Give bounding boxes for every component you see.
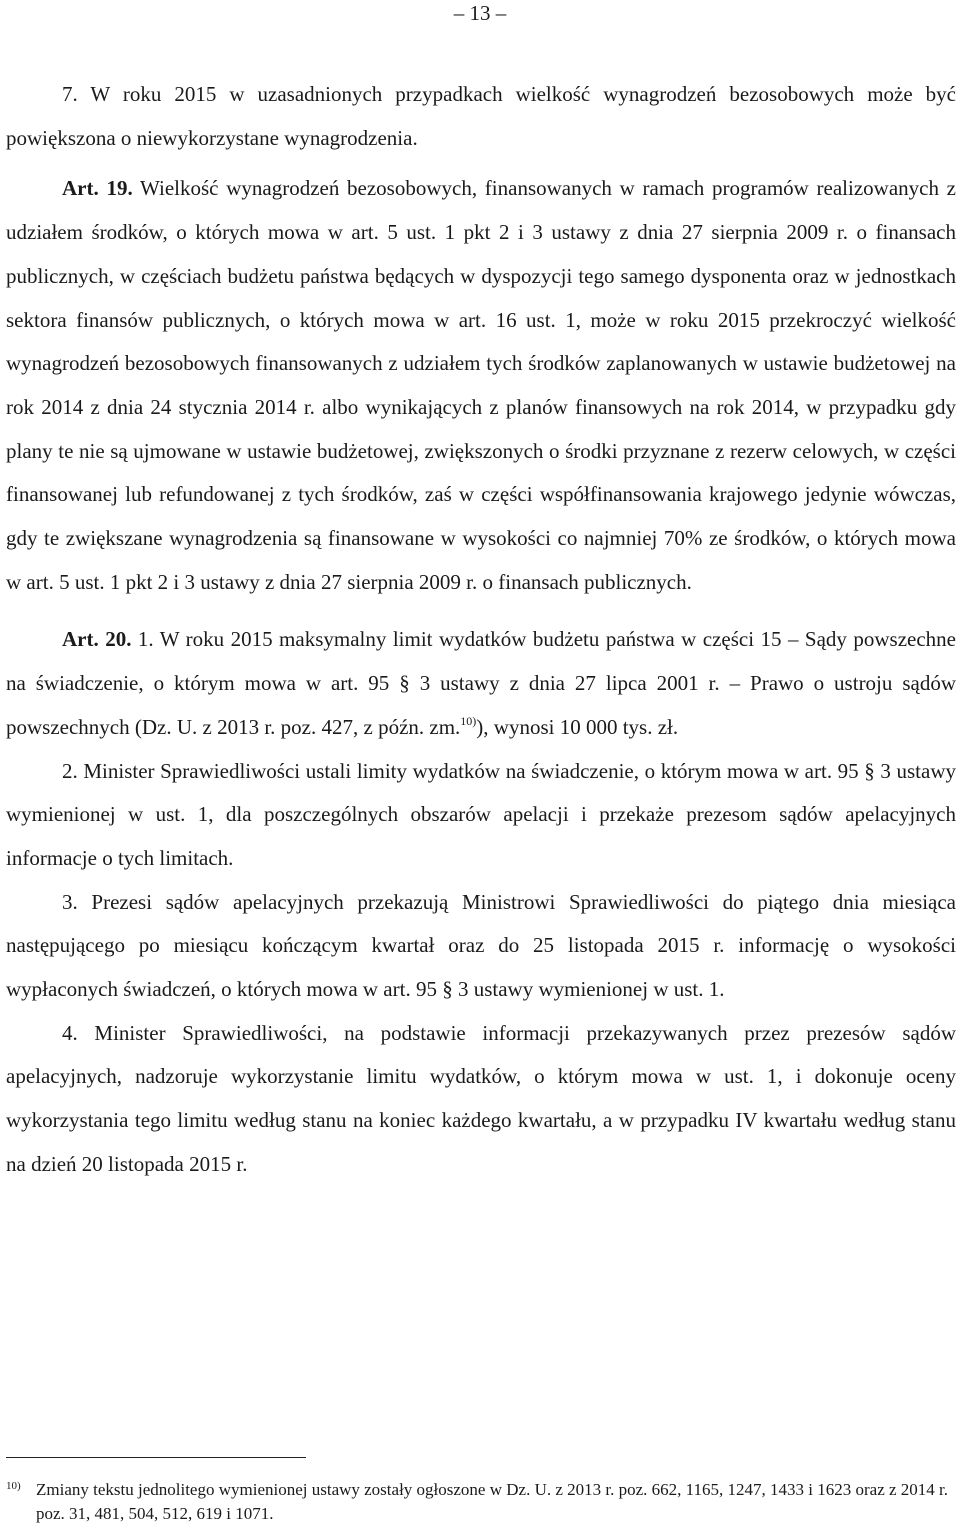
paragraph-art18-ust7: 7. W roku 2015 w uzasadnionych przypadkach wielkość wynagrodzeń bezosobowych może być powiększona o niewykorzystane wynagrodzenia. xyxy=(6,82,956,150)
footnote-reference[interactable]: 10) xyxy=(460,713,477,728)
article-19-text: Wielkość wynagrodzeń bezosobowych, finansowanych w ramach programów realizowanych z udziałem środków, o których mowa w art. 5 ust. 1 pkt 2 i 3 ustawy z dnia 27 sierpnia 2009 r. o finansach publicznych, w częściach budżetu państwa będących w dyspozycji tego samego dysponenta oraz w jednostkach sektora finansów publicznych, o których mowa w art. 16 ust. 1, może w roku 2015 przekroczyć wielkość wynagrodzeń bezosobowych finansowanych z udziałem tych środków zaplanowanych w ustawie budżetowej na rok 2014 z dnia 24 stycznia 2014 r. albo wynikających z planów finansowych na rok 2014, w przypadku gdy plany te nie są ujmowane w ustawie budżetowej, zwiększonych o środki przyznane z rezerw celowych, w części finansowanej lub refundowanej z tych środków, zaś w części współfinansowania krajowego jedynie wówczas, gdy te zwiększane wynagrodzenia są finansowane w wysokości co najmniej 70% ze środków, o których mowa w art. 5 ust. 1 pkt 2 i 3 ustawy z dnia 27 sierpnia 2009 r. o finansach publicznych. xyxy=(6,176,956,594)
article-label-19: Art. 19. xyxy=(62,176,133,201)
footnote xyxy=(6,1478,956,1526)
footnote-separator xyxy=(6,1457,306,1458)
article-label-20: Art. 20. xyxy=(62,627,132,652)
footnote-text: Zmiany tekstu jednolitego wymienionej ustawy zostały ogłoszone w Dz. U. z 2013 r. poz. 662, 1165, 1247, 1433 i 1623 oraz z 2014 r. poz. 31, 481, 504, 512, 619 i 1071. xyxy=(36,1480,949,1523)
paragraph-art19 xyxy=(6,167,956,604)
paragraph-art20-ust2: 2. Minister Sprawiedliwości ustali limity wydatków na świadczenie, o którym mowa w art. 95 § 3 ustawy wymienionej w ust. 1, dla poszczególnych obszarów apelacji i przekaże prezesom sądów apelacyjnych informacje o tych limitach. xyxy=(6,758,956,870)
paragraph-art20-ust1 xyxy=(6,618,956,749)
page-number: – 13 – xyxy=(453,1,507,25)
document-body xyxy=(6,73,956,1187)
paragraph-art20-ust4: 4. Minister Sprawiedliwości, na podstawie informacji przekazywanych przez prezesów sądów apelacyjnych, nadzoruje wykorzystanie limitu wydatków, o którym mowa w ust. 1, i dokonuje oceny wykorzystania tego limitu według stanu na koniec każdego kwartału, a w przypadku IV kwartału według stanu na dzień 20 listopada 2015 r. xyxy=(6,1020,956,1176)
paragraph-art20-ust3: 3. Prezesi sądów apelacyjnych przekazują Ministrowi Sprawiedliwości do piątego dnia miesiąca następującego po miesiącu kończącym kwartał oraz do 25 listopada 2015 r. informację o wysokości wypłaconych świadczeń, o których mowa w art. 95 § 3 ustawy wymienionej w ust. 1. xyxy=(6,889,956,1002)
footnote-mark: 10) xyxy=(6,1480,21,1492)
article-20-text-b: ), wynosi 10 000 tys. zł. xyxy=(476,714,679,739)
article-20-text-a: 1. W roku 2015 maksymalny limit wydatków budżetu państwa w części 15 – Sądy powszechne na świadczenie, o którym mowa w art. 95 § 3 ustawy z dnia 27 lipca 2001 r. – Prawo o ustroju sądów powszechnych (Dz. U. z 2013 r. poz. 427, z późn. zm. xyxy=(6,627,957,739)
